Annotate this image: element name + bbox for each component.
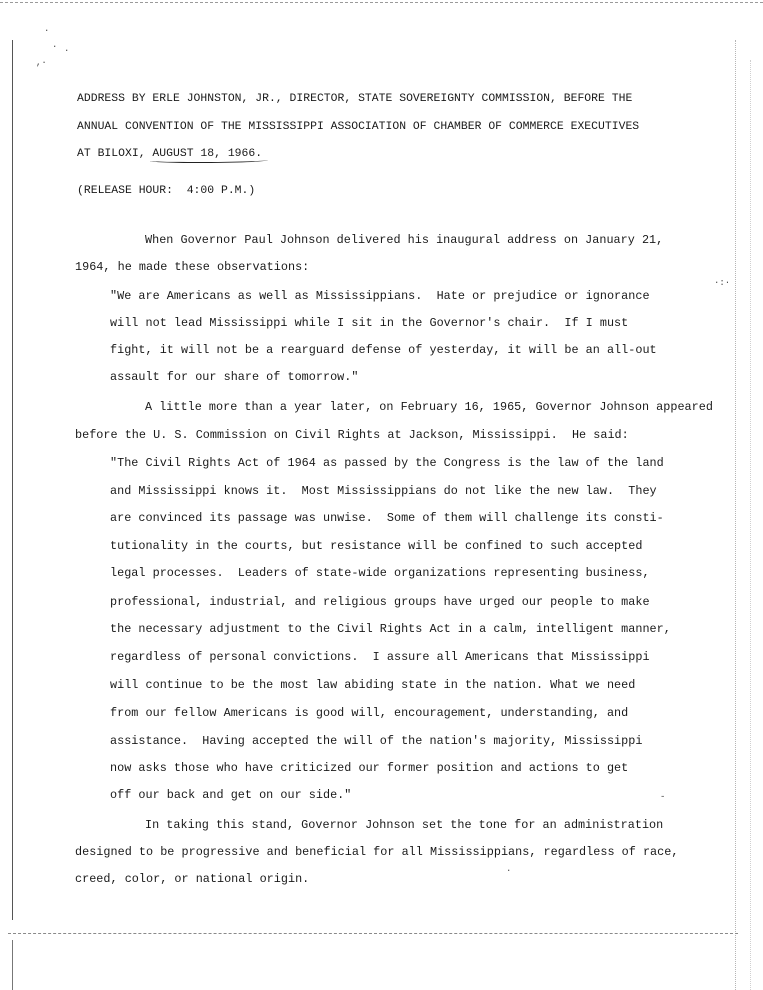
quote-2-line-7: the necessary adjustment to the Civil Rights Act in a calm, intelligent manner, xyxy=(110,622,671,636)
scan-speck: · xyxy=(506,866,512,876)
quote-1-line-2: will not lead Mississippi while I sit in the Governor's chair. If I must xyxy=(110,316,629,330)
paragraph-3-line-1: In taking this stand, Governor Johnson set the tone for an administration xyxy=(145,818,664,832)
quote-2-line-9: will continue to be the most law abiding state in the nation. What we need xyxy=(110,678,636,692)
quote-2-line-2: and Mississippi knows it. Most Mississippians do not like the new law. They xyxy=(110,484,657,498)
header-line-3: AT BILOXI, AUGUST 18, 1966. xyxy=(77,148,263,160)
scan-speck: · xyxy=(52,42,58,52)
paragraph-2-line-2: before the U. S. Commission on Civil Rights at Jackson, Mississippi. He said: xyxy=(75,428,629,442)
quote-1-line-1: "We are Americans as well as Mississippians. Hate or prejudice or ignorance xyxy=(110,289,650,303)
header-line-1: ADDRESS BY ERLE JOHNSTON, JR., DIRECTOR, STATE SOVEREIGNTY COMMISSION, BEFORE THE xyxy=(77,93,633,105)
quote-2-line-1: "The Civil Rights Act of 1964 as passed by the Congress is the law of the land xyxy=(110,456,664,470)
scan-speck: - xyxy=(660,792,666,802)
quote-2-line-13: off our back and get on our side." xyxy=(110,788,352,802)
quote-2-line-5: legal processes. Leaders of state-wide organizations representing business, xyxy=(110,566,650,580)
left-margin-rule xyxy=(12,40,13,920)
quote-2-line-4: tutionality in the courts, but resistance will be confined to such accepted xyxy=(110,539,643,553)
paragraph-3-line-2: designed to be progressive and beneficial for all Mississippians, regardless of race, xyxy=(75,845,679,859)
quote-1-line-4: assault for our share of tomorrow." xyxy=(110,370,359,384)
scan-speck: · xyxy=(44,26,50,36)
quote-2-line-3: are convinced its passage was unwise. Some of them will challenge its consti- xyxy=(110,511,664,525)
quote-2-line-6: professional, industrial, and religious groups have urged our people to make xyxy=(110,595,650,609)
scan-speck: ·:· xyxy=(714,278,731,288)
quote-2-line-12: now asks those who have criticized our former position and actions to get xyxy=(110,761,629,775)
paragraph-3-line-3: creed, color, or national origin. xyxy=(75,872,310,886)
right-margin-dots-outer xyxy=(750,60,751,990)
right-margin-dots xyxy=(735,40,736,990)
quote-2-line-11: assistance. Having accepted the will of the nation's majority, Mississippi xyxy=(110,734,643,748)
scan-speck: · xyxy=(64,46,70,56)
paragraph-1-line-2: 1964, he made these observations: xyxy=(75,260,310,274)
quote-2-line-8: regardless of personal convictions. I assure all Americans that Mississippi xyxy=(110,650,650,664)
quote-1-line-3: fight, it will not be a rearguard defense of yesterday, it will be an all-out xyxy=(110,343,657,357)
left-margin-rule-lower xyxy=(12,940,13,990)
paragraph-1-line-1: When Governor Paul Johnson delivered his inaugural address on January 21, xyxy=(145,233,664,247)
top-edge-dashes xyxy=(0,2,763,3)
scan-speck: ,· xyxy=(36,58,47,68)
bottom-edge-dashes xyxy=(8,933,738,934)
handwritten-underline xyxy=(150,158,268,163)
paragraph-2-line-1: A little more than a year later, on February 16, 1965, Governor Johnson appeared xyxy=(145,400,713,414)
header-line-2: ANNUAL CONVENTION OF THE MISSISSIPPI ASSOCIATION OF CHAMBER OF COMMERCE EXECUTIVES xyxy=(77,121,640,133)
release-hour: (RELEASE HOUR: 4:00 P.M.) xyxy=(77,185,256,197)
quote-2-line-10: from our fellow Americans is good will, encouragement, understanding, and xyxy=(110,706,629,720)
